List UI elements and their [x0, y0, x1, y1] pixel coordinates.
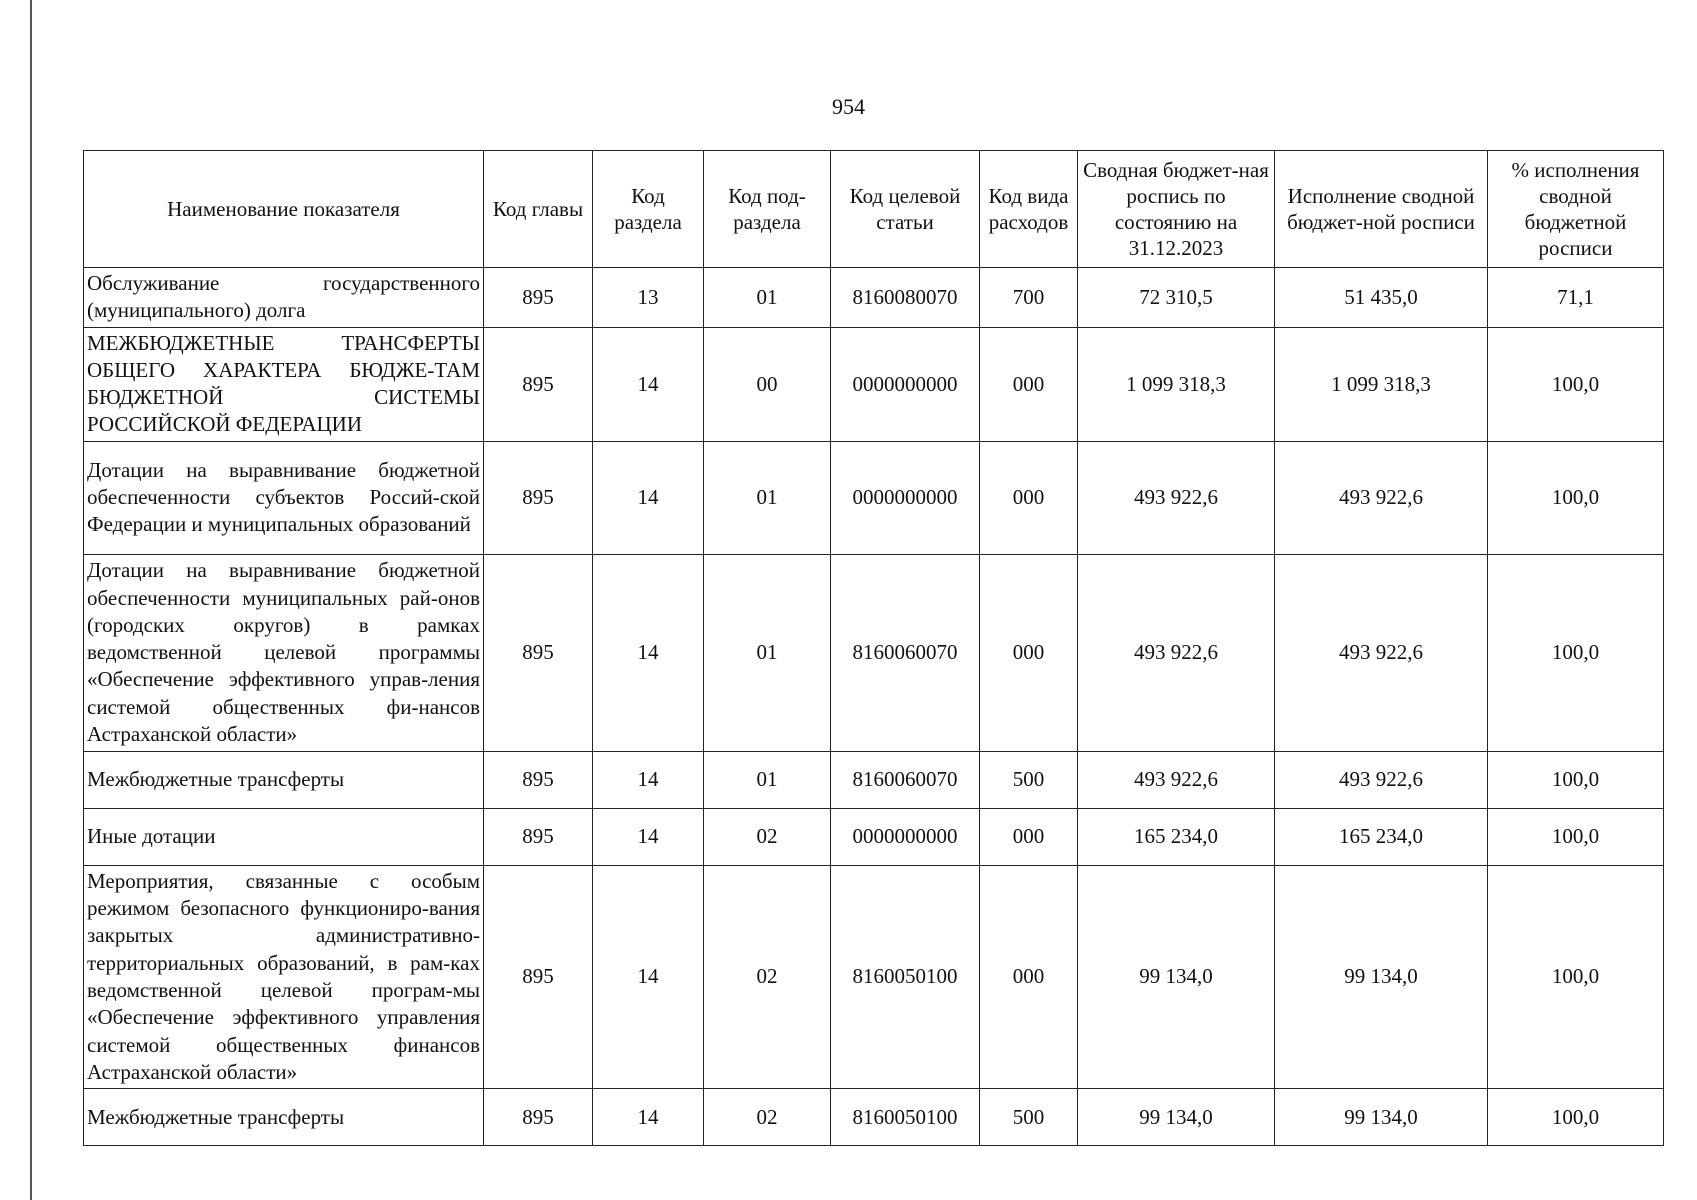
header-subsection-code: Код под-раздела	[704, 151, 831, 268]
row-execution: 1 099 318,3	[1275, 327, 1488, 441]
row-section: 14	[593, 865, 704, 1088]
row-chapter: 895	[484, 554, 593, 751]
row-subsection: 02	[704, 865, 831, 1088]
row-name: Дотации на выравнивание бюджетной обеспеченности субъектов Россий-ской Федерации и муниципальных образований	[84, 441, 484, 554]
row-chapter: 895	[484, 865, 593, 1088]
header-chapter-code: Код главы	[484, 151, 593, 268]
header-section-code: Код раздела	[593, 151, 704, 268]
row-percent: 100,0	[1488, 751, 1664, 808]
header-name: Наименование показателя	[84, 151, 484, 268]
table-row	[84, 1089, 1664, 1146]
row-execution: 493 922,6	[1275, 441, 1488, 554]
budget-execution-table	[83, 150, 1664, 1146]
row-name: Дотации на выравнивание бюджетной обеспеченности муниципальных рай-онов (городских округов) в рамках ведомственной целевой программы «Обеспечение эффективного управ-ления системой общественных фи-нансов Астраханской области»	[84, 554, 484, 751]
table-row	[84, 441, 1664, 554]
page-number: 954	[832, 94, 865, 119]
table-row	[84, 865, 1664, 1088]
row-subsection: 02	[704, 808, 831, 865]
row-name: Иные дотации	[84, 808, 484, 865]
row-section: 14	[593, 327, 704, 441]
row-plan: 99 134,0	[1078, 865, 1275, 1088]
row-chapter: 895	[484, 808, 593, 865]
row-percent: 100,0	[1488, 1089, 1664, 1146]
header-target-code: Код целевой статьи	[831, 151, 980, 268]
table-row	[84, 268, 1664, 328]
row-execution: 99 134,0	[1275, 1089, 1488, 1146]
table-row	[84, 751, 1664, 808]
row-plan: 493 922,6	[1078, 554, 1275, 751]
row-percent: 100,0	[1488, 554, 1664, 751]
row-subsection: 01	[704, 751, 831, 808]
header-execution-percent: % исполнения сводной бюджетной росписи	[1488, 151, 1664, 268]
row-expense-type: 700	[980, 268, 1078, 328]
row-expense-type: 000	[980, 441, 1078, 554]
row-subsection: 01	[704, 441, 831, 554]
row-section: 14	[593, 554, 704, 751]
row-expense-type: 500	[980, 751, 1078, 808]
row-name: Межбюджетные трансферты	[84, 1089, 484, 1146]
row-section: 14	[593, 808, 704, 865]
row-section: 14	[593, 441, 704, 554]
row-percent: 100,0	[1488, 865, 1664, 1088]
row-plan: 165 234,0	[1078, 808, 1275, 865]
row-target: 0000000000	[831, 327, 980, 441]
row-name: Обслуживание государственного (муниципального) долга	[84, 268, 484, 328]
table-row	[84, 808, 1664, 865]
row-expense-type: 000	[980, 554, 1078, 751]
row-chapter: 895	[484, 441, 593, 554]
row-target: 8160060070	[831, 554, 980, 751]
row-percent: 100,0	[1488, 327, 1664, 441]
row-plan: 72 310,5	[1078, 268, 1275, 328]
row-expense-type: 000	[980, 327, 1078, 441]
row-execution: 165 234,0	[1275, 808, 1488, 865]
scan-margin-line	[30, 0, 32, 1200]
row-percent: 100,0	[1488, 808, 1664, 865]
table-row	[84, 554, 1664, 751]
header-budget-plan: Сводная бюджет-ная роспись по состоянию на 31.12.2023	[1078, 151, 1275, 268]
row-subsection: 01	[704, 268, 831, 328]
row-subsection: 02	[704, 1089, 831, 1146]
row-chapter: 895	[484, 327, 593, 441]
row-execution: 51 435,0	[1275, 268, 1488, 328]
row-subsection: 01	[704, 554, 831, 751]
row-target: 8160060070	[831, 751, 980, 808]
row-percent: 100,0	[1488, 441, 1664, 554]
row-plan: 493 922,6	[1078, 751, 1275, 808]
row-section: 13	[593, 268, 704, 328]
header-execution: Исполнение сводной бюджет-ной росписи	[1275, 151, 1488, 268]
row-plan: 99 134,0	[1078, 1089, 1275, 1146]
row-target: 8160050100	[831, 865, 980, 1088]
row-name: МЕЖБЮДЖЕТНЫЕ ТРАНСФЕРТЫ ОБЩЕГО ХАРАКТЕРА БЮДЖЕ-ТАМ БЮДЖЕТНОЙ СИСТЕМЫ РОССИЙСКОЙ ФЕДЕРАЦИИ	[84, 327, 484, 441]
row-plan: 493 922,6	[1078, 441, 1275, 554]
row-chapter: 895	[484, 268, 593, 328]
row-section: 14	[593, 751, 704, 808]
header-expense-type-code: Код вида расходов	[980, 151, 1078, 268]
row-section: 14	[593, 1089, 704, 1146]
row-chapter: 895	[484, 1089, 593, 1146]
row-expense-type: 500	[980, 1089, 1078, 1146]
row-name: Мероприятия, связанные с особым режимом безопасного функциониро-вания закрытых административно-территориальных образований, в рам-ках ведомственной целевой програм-мы «Обеспечение эффективного управления системой общественных финансов Астраханской области»	[84, 865, 484, 1088]
row-execution: 99 134,0	[1275, 865, 1488, 1088]
row-chapter: 895	[484, 751, 593, 808]
row-expense-type: 000	[980, 808, 1078, 865]
table-header-row	[84, 151, 1664, 268]
table-row	[84, 327, 1664, 441]
row-expense-type: 000	[980, 865, 1078, 1088]
row-target: 0000000000	[831, 441, 980, 554]
row-target: 8160050100	[831, 1089, 980, 1146]
row-target: 8160080070	[831, 268, 980, 328]
row-execution: 493 922,6	[1275, 554, 1488, 751]
row-name: Межбюджетные трансферты	[84, 751, 484, 808]
row-subsection: 00	[704, 327, 831, 441]
row-percent: 71,1	[1488, 268, 1664, 328]
row-execution: 493 922,6	[1275, 751, 1488, 808]
row-target: 0000000000	[831, 808, 980, 865]
row-plan: 1 099 318,3	[1078, 327, 1275, 441]
